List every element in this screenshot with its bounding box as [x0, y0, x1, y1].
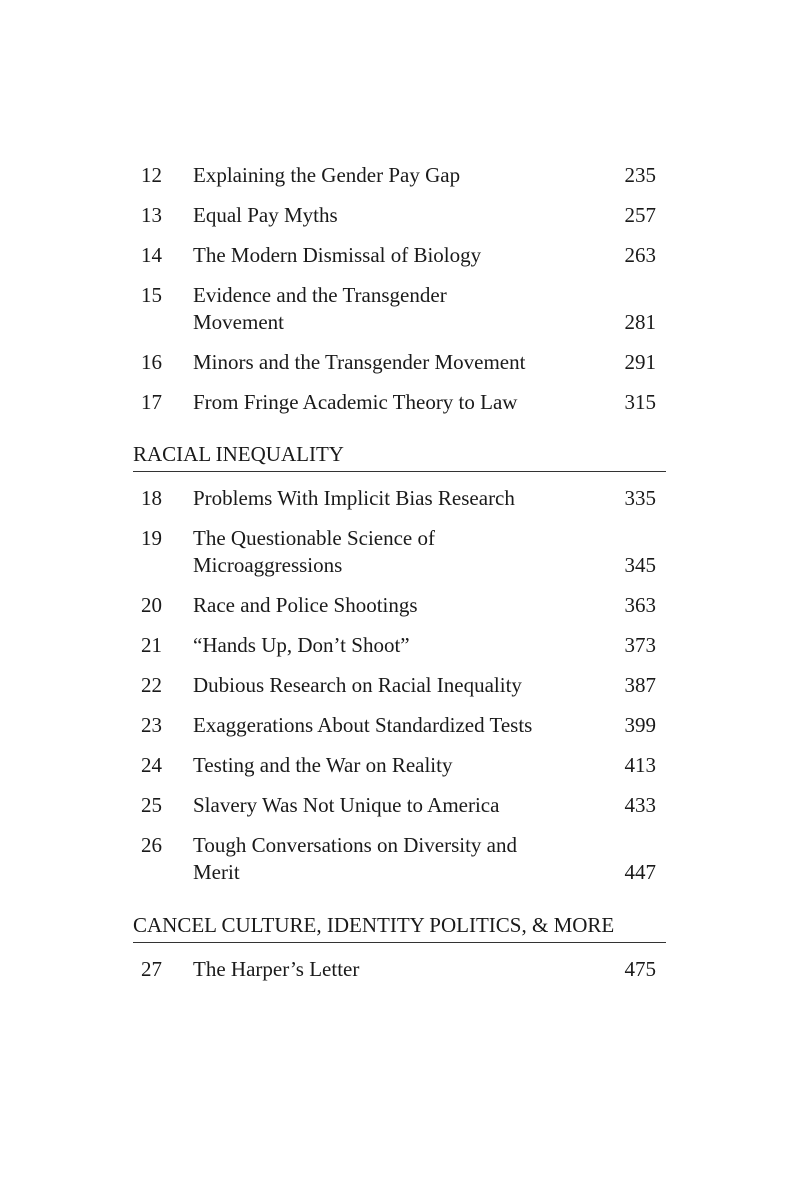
chapter-title-line: Exaggerations About Standardized Tests — [193, 713, 533, 737]
chapter-title-line: Microaggressions — [193, 553, 343, 577]
chapter-number: 18 — [141, 486, 162, 510]
page-number: 387 — [624, 673, 656, 697]
chapter-title-line: The Harper’s Letter — [193, 957, 360, 981]
page-number: 345 — [624, 553, 656, 577]
chapter-title-line: “Hands Up, Don’t Shoot” — [193, 633, 410, 657]
page-number: 475 — [624, 957, 656, 981]
chapter-title-line: Testing and the War on Reality — [193, 753, 453, 777]
chapter-number: 25 — [141, 793, 162, 817]
page-number: 373 — [624, 633, 656, 657]
chapter-title-line: Dubious Research on Racial Inequality — [193, 673, 522, 697]
chapter-title-line: Minors and the Transgender Movement — [193, 350, 526, 374]
page-number: 257 — [624, 203, 656, 227]
chapter-title — [193, 202, 593, 229]
chapter-title — [193, 349, 593, 376]
chapter-title-line: Problems With Implicit Bias Research — [193, 486, 515, 510]
chapter-title-line: Race and Police Shootings — [193, 593, 418, 617]
chapter-title — [193, 525, 593, 579]
chapter-title-line: Slavery Was Not Unique to America — [193, 793, 500, 817]
chapter-title-line: Tough Conversations on Diversity and — [193, 833, 517, 857]
chapter-title-line: Explaining the Gender Pay Gap — [193, 163, 461, 187]
chapter-title-line: The Questionable Science of — [193, 526, 435, 550]
chapter-title-line: The Modern Dismissal of Biology — [193, 243, 482, 267]
page-number: 363 — [624, 593, 656, 617]
chapter-number: 12 — [141, 163, 162, 187]
chapter-number: 19 — [141, 526, 162, 550]
chapter-number: 20 — [141, 593, 162, 617]
chapter-title — [193, 592, 593, 619]
page-number: 281 — [624, 310, 656, 334]
chapter-title-line: Merit — [193, 860, 240, 884]
chapter-title-line: From Fringe Academic Theory to Law — [193, 390, 518, 414]
chapter-title — [193, 485, 593, 512]
chapter-title-line: Movement — [193, 310, 284, 334]
page-number: 447 — [624, 860, 656, 884]
chapter-number: 14 — [141, 243, 162, 267]
chapter-number: 24 — [141, 753, 162, 777]
chapter-title — [193, 712, 593, 739]
chapter-title — [193, 956, 593, 983]
chapter-title — [193, 832, 593, 886]
chapter-number: 22 — [141, 673, 162, 697]
chapter-number: 27 — [141, 957, 162, 981]
chapter-title — [193, 282, 593, 336]
chapter-number: 15 — [141, 283, 162, 307]
chapter-title — [193, 389, 593, 416]
page-number: 263 — [624, 243, 656, 267]
chapter-title-line: Evidence and the Transgender — [193, 283, 447, 307]
page-number: 433 — [624, 793, 656, 817]
chapter-title-line: Equal Pay Myths — [193, 203, 338, 227]
page-number: 315 — [624, 390, 656, 414]
chapter-title — [193, 792, 593, 819]
page-number: 335 — [624, 486, 656, 510]
page-number: 235 — [624, 163, 656, 187]
chapter-number: 17 — [141, 390, 162, 414]
page-number: 413 — [624, 753, 656, 777]
chapter-title — [193, 242, 593, 269]
chapter-title — [193, 672, 593, 699]
chapter-number: 21 — [141, 633, 162, 657]
page-number: 399 — [624, 713, 656, 737]
section-heading-racial-inequality: RACIAL INEQUALITY — [133, 437, 666, 472]
chapter-title — [193, 752, 593, 779]
chapter-title — [193, 162, 593, 189]
section-heading-cancel-culture: CANCEL CULTURE, IDENTITY POLITICS, & MORE — [133, 908, 666, 943]
chapter-number: 16 — [141, 350, 162, 374]
chapter-number: 23 — [141, 713, 162, 737]
chapter-number: 13 — [141, 203, 162, 227]
chapter-title — [193, 632, 593, 659]
chapter-number: 26 — [141, 833, 162, 857]
page-number: 291 — [624, 350, 656, 374]
